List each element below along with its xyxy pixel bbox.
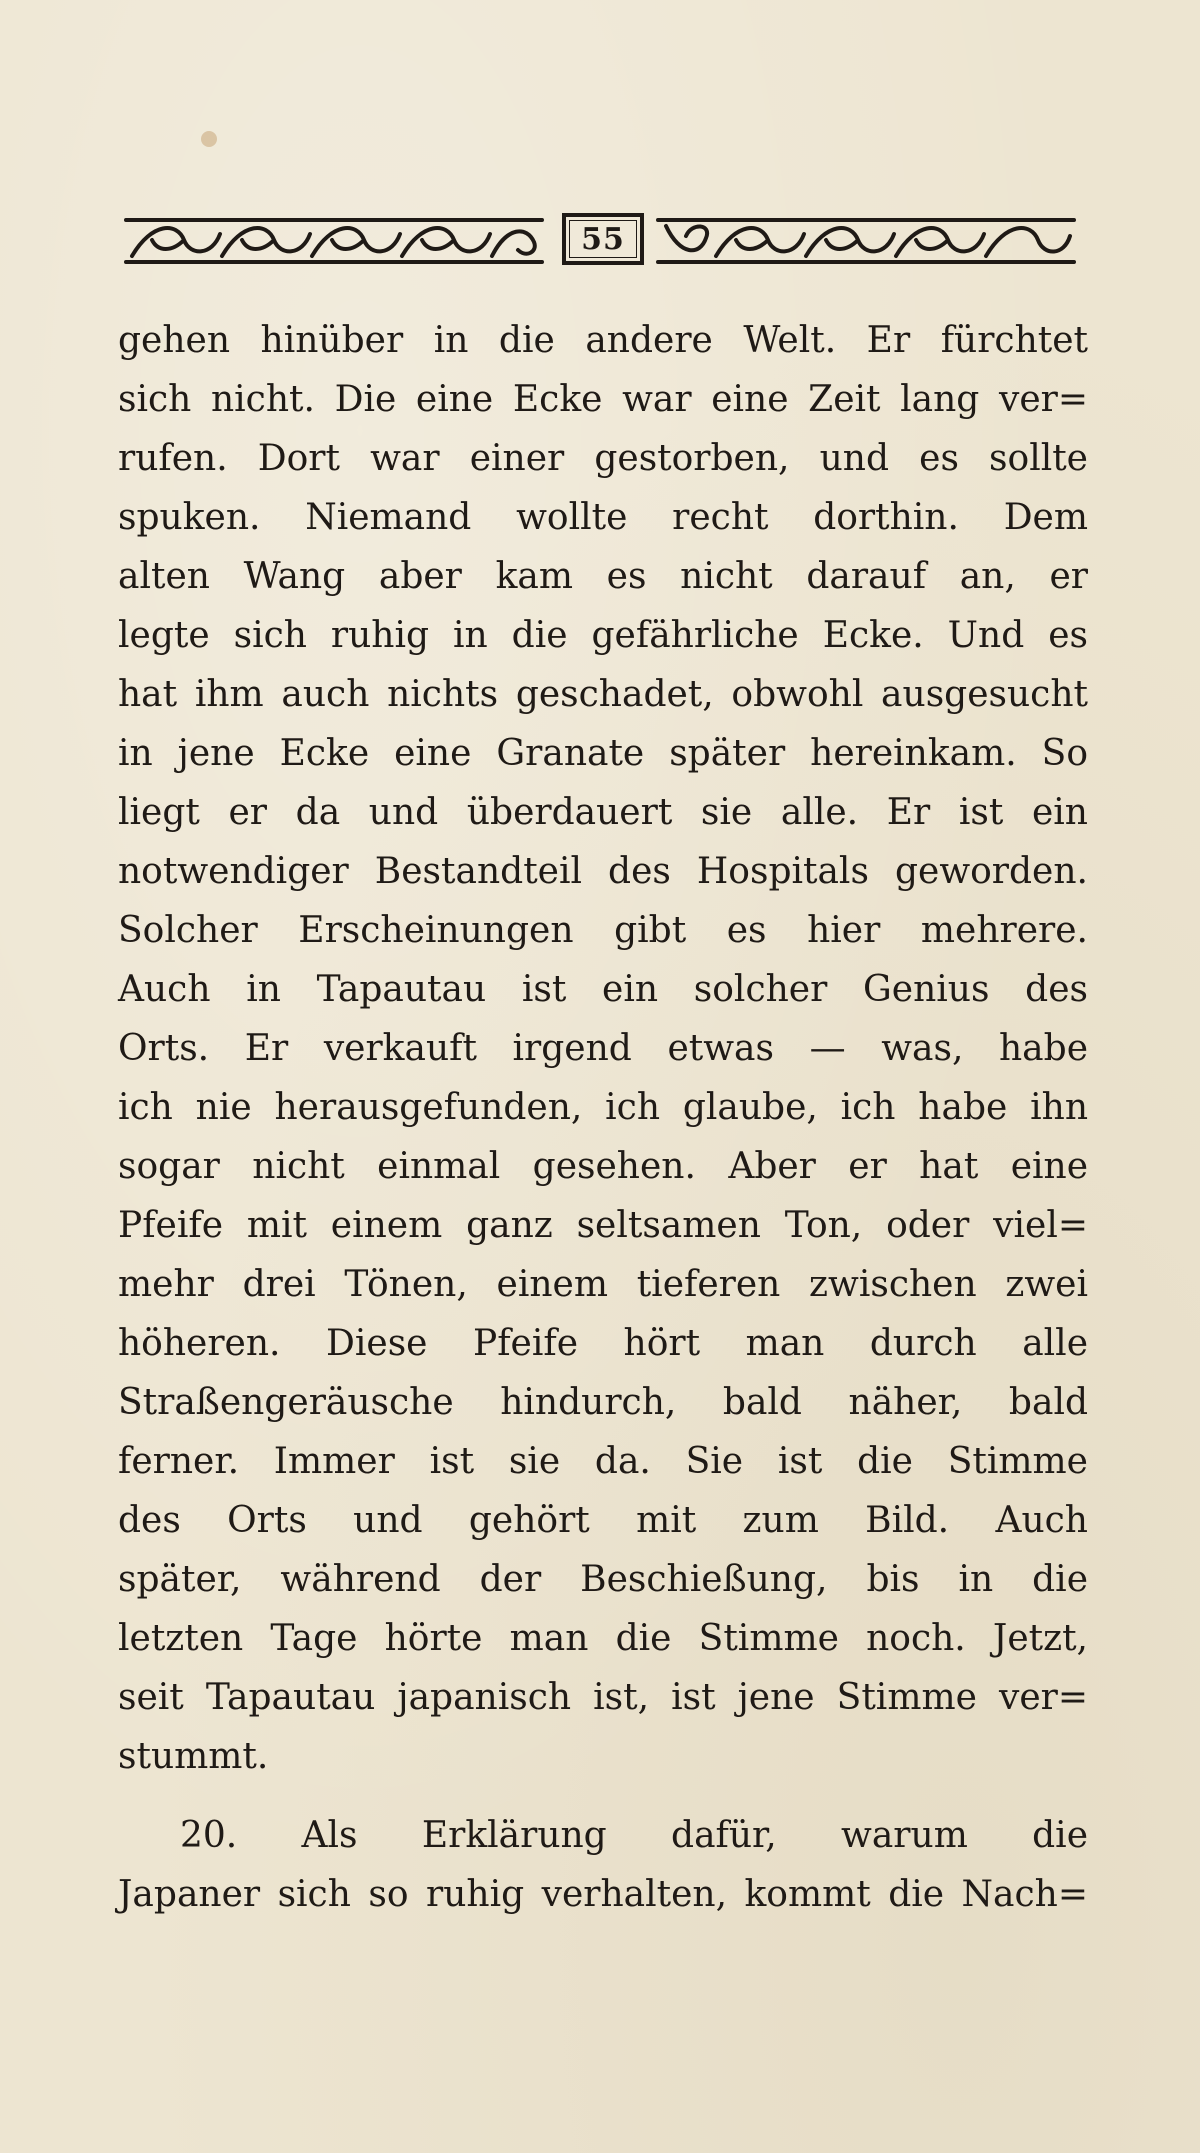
text-line: Auch in Tapautau ist ein solcher Genius des [118, 969, 1088, 1010]
text-line: mehr drei Tönen, einem tieferen zwischen zwei [118, 1264, 1088, 1305]
page-header [122, 212, 1078, 270]
text-line: Solcher Erscheinungen gibt es hier mehrere. [118, 910, 1088, 951]
right-ornament-icon [656, 212, 1078, 270]
text-line: notwendiger Bestandteil des Hospitals geworden. [118, 851, 1088, 892]
text-line: ferner. Immer ist sie da. Sie ist die Stimme [118, 1441, 1088, 1482]
text-line: Japaner sich so ruhig verhalten, kommt die Nach= [118, 1874, 1088, 1915]
text-line: sogar nicht einmal gesehen. Aber er hat eine [118, 1146, 1088, 1187]
text-line: gehen hinüber in die andere Welt. Er fürchtet [118, 320, 1088, 361]
text-line: legte sich ruhig in die gefährliche Ecke. Und es [118, 615, 1088, 656]
text-line: rufen. Dort war einer gestorben, und es sollte [118, 438, 1088, 479]
text-line: Orts. Er verkauft irgend etwas — was, habe [118, 1028, 1088, 1069]
text-line: höheren. Diese Pfeife hört man durch alle [118, 1323, 1088, 1364]
left-ornament-icon [122, 212, 546, 270]
text-line: Straßengeräusche hindurch, bald näher, bald [118, 1382, 1088, 1423]
paper-stain [201, 131, 217, 147]
text-line: stummt. [118, 1736, 269, 1777]
text-line: letzten Tage hörte man die Stimme noch. Jetzt, [118, 1618, 1088, 1659]
text-line: ich nie herausgefunden, ich glaube, ich habe ihn [118, 1087, 1088, 1128]
text-line: Pfeife mit einem ganz seltsamen Ton, oder viel= [118, 1205, 1088, 1246]
text-line: alten Wang aber kam es nicht darauf an, er [118, 556, 1088, 597]
text-line: in jene Ecke eine Granate später hereinkam. So [118, 733, 1088, 774]
page-number: 55 [562, 213, 644, 265]
text-line: spuken. Niemand wollte recht dorthin. Dem [118, 497, 1088, 538]
text-line: des Orts und gehört mit zum Bild. Auch [118, 1500, 1088, 1541]
body-text [118, 311, 1088, 1924]
text-line: hat ihm auch nichts geschadet, obwohl ausgesucht [118, 674, 1088, 715]
paragraph-start-line: 20. Als Erklärung dafür, warum die [180, 1815, 1088, 1856]
text-line: seit Tapautau japanisch ist, ist jene Stimme ver= [118, 1677, 1088, 1718]
text-line: sich nicht. Die eine Ecke war eine Zeit lang ver= [118, 379, 1088, 420]
text-line: liegt er da und überdauert sie alle. Er ist ein [118, 792, 1088, 833]
text-line: später, während der Beschießung, bis in die [118, 1559, 1088, 1600]
